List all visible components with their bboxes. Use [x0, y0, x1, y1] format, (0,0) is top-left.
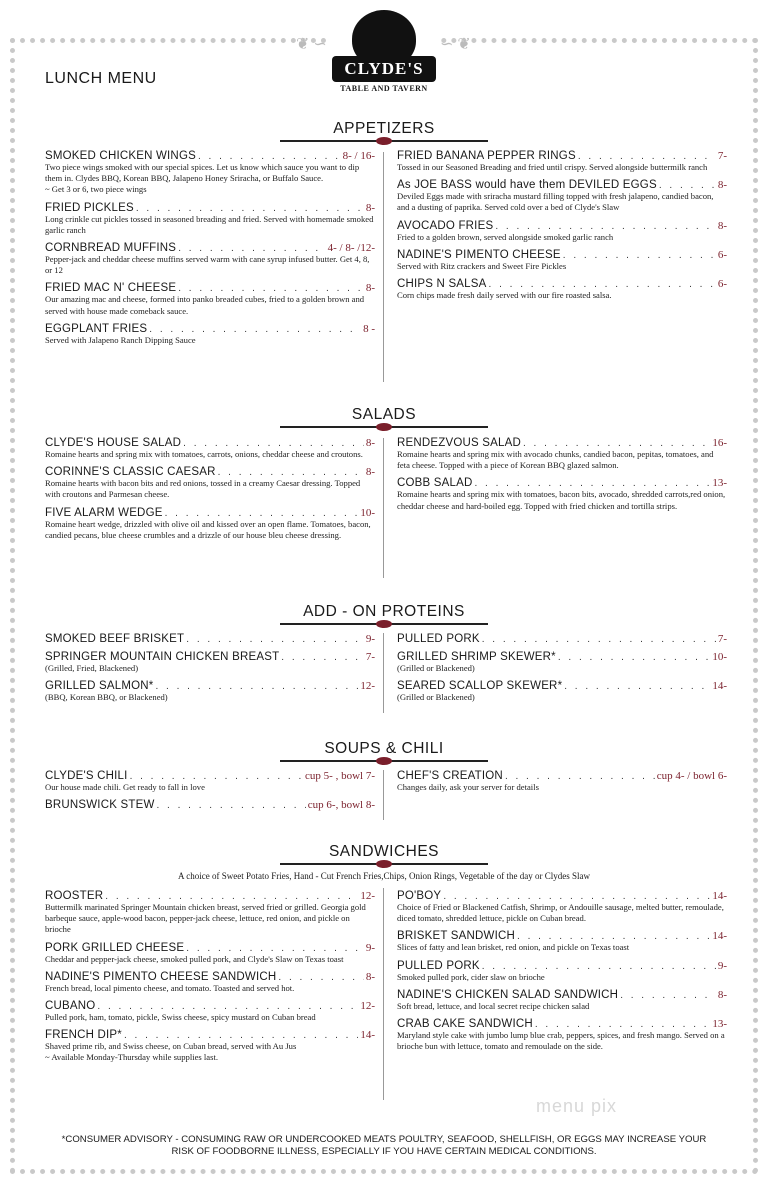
menu-item: [45, 971, 375, 994]
dot-leader: [97, 1001, 358, 1012]
dot-leader: [495, 221, 716, 232]
section-rule: [280, 426, 488, 428]
section-title-salads: SALADS: [351, 406, 417, 423]
menu-item-description: (Grilled or Blackened): [397, 663, 475, 673]
menu-item-name: CLYDE'S CHILI: [45, 770, 128, 782]
menu-item-price: 7-: [717, 150, 727, 162]
section-rule: [280, 863, 488, 865]
menu-item-name: SMOKED BEEF BRISKET: [45, 633, 185, 645]
menu-item-name: SEARED SCALLOP SKEWER*: [397, 680, 563, 693]
menu-item: [397, 930, 727, 953]
menu-item-line: [397, 249, 727, 261]
menu-item-line: [397, 770, 727, 782]
dot-leader: [563, 250, 716, 261]
menu-item-description: Corn chips made fresh daily served with our fire roasted salsa.: [397, 290, 612, 301]
column-divider: [383, 770, 384, 820]
menu-item-description: Tossed in our Seasoned Breading and fried until crispy. Served alongside buttermilk ranch: [397, 162, 708, 172]
menu-item-description: Romaine hearts and spring mix with avocado chunks, candied bacon, pepitas, tomatoes, and feta cheese. Topped with a piece of Korean BBQ glazed salmon.: [397, 449, 714, 471]
menu-item-line: [45, 651, 375, 663]
menu-item-line: [45, 242, 375, 254]
menu-item-line: [45, 680, 375, 692]
menu-item-name: NADINE'S PIMENTO CHEESE SANDWICH: [45, 970, 277, 983]
menu-item-name: EGGPLANT FRIES: [45, 322, 148, 335]
menu-item-description: Served with Ritz crackers and Sweet Fire Pickles: [397, 260, 567, 271]
dot-leader: [136, 203, 364, 214]
menu-item: [45, 150, 375, 196]
menu-item-description: Pepper-jack and cheddar cheese muffins served warm with cane syrup infused butter. Get 4, 8, or 12: [45, 254, 370, 276]
menu-item: [397, 890, 727, 924]
menu-item: [45, 437, 375, 460]
menu-item: [45, 799, 375, 811]
menu-item-description: Changes daily, ask your server for details: [397, 782, 539, 792]
lunch-menu-title: LUNCH MENU: [45, 70, 157, 87]
menu-item-name: PULLED PORK: [397, 959, 480, 972]
menu-item-description: Fried to a golden brown, served alongside smoked garlic ranch: [397, 231, 614, 242]
menu-item: [45, 942, 375, 965]
menu-item-description: Our house made chili. Get ready to fall in love: [45, 782, 205, 792]
menu-item: [45, 633, 375, 645]
menu-item-price: 8-: [717, 219, 727, 232]
menu-item-description: Pulled pork, ham, tomato, pickle, Swiss cheese, spicy mustard on Cuban bread: [45, 1012, 316, 1023]
menu-item: [45, 507, 375, 541]
menu-item-name: GRILLED SALMON*: [45, 680, 154, 693]
menu-item: [45, 202, 375, 236]
menu-item-price: 16-: [712, 437, 727, 449]
menu-item-line: [397, 989, 727, 1001]
menu-item: [397, 680, 727, 703]
column-divider: [383, 152, 384, 382]
section-rule: [280, 140, 488, 142]
menu-item-price: 8-: [717, 179, 727, 192]
menu-item-line: [45, 942, 375, 954]
soups-left-column: [45, 770, 375, 817]
menu-item: [397, 150, 727, 173]
menu-item-name: CRAB CAKE SANDWICH: [397, 1018, 533, 1031]
menu-item-description: Long crinkle cut pickles tossed in seasoned breading and fried. Served with homemade smoked garlic ranch: [45, 213, 374, 235]
dot-leader: [475, 478, 711, 489]
menu-item: [397, 1018, 727, 1052]
menu-item-name: NADINE'S CHICKEN SALAD SANDWICH: [397, 988, 619, 1001]
menu-item: [45, 680, 375, 703]
flourish-left-icon: ❦ ∽: [296, 36, 327, 53]
menu-item-line: [45, 437, 375, 449]
menu-item-price: 8-: [365, 201, 375, 214]
proteins-left-column: [45, 633, 375, 709]
menu-item: [45, 466, 375, 500]
dot-leader: [155, 681, 358, 692]
dot-leader: [186, 943, 364, 954]
dot-leader: [620, 990, 716, 1001]
clydes-logo: [330, 4, 438, 100]
watermark: menu pix: [536, 1096, 618, 1116]
menu-item-price: 12-: [360, 680, 375, 693]
menu-item-price: 8-: [365, 437, 375, 449]
menu-item-description: Maryland style cake with jumbo lump blue crab, peppers, spices, and fresh mango. Served on a brioche bun with lettuce, tomato and remoulade on the side.: [397, 1030, 725, 1052]
menu-item-name: CHEF'S CREATION: [397, 770, 503, 782]
menu-item-line: [397, 651, 727, 663]
dot-leader: [578, 151, 716, 162]
sandwiches-sides-note: A choice of Sweet Potato Fries, Hand - Cut French Fries,Chips, Onion Rings, Vegetable of the day or Clydes Slaw: [177, 871, 591, 881]
dot-leader: [186, 634, 364, 645]
dot-leader: [130, 771, 303, 782]
menu-item: [45, 651, 375, 674]
column-divider: [383, 633, 384, 713]
menu-item: [397, 477, 727, 511]
menu-item-description: Cheddar and pepper-jack cheese, smoked pulled pork, and Clyde's Slaw on Texas toast: [45, 953, 344, 964]
menu-item-line: [45, 150, 375, 162]
menu-item-price: 4- / 8- /12-: [327, 242, 375, 255]
dot-leader: [178, 243, 325, 254]
menu-item-line: [45, 890, 375, 902]
menu-item-price: cup 6-, bowl 8-: [307, 799, 375, 812]
menu-item-line: [397, 960, 727, 972]
menu-item-name: CORINNE'S CLASSIC CAESAR: [45, 466, 216, 479]
menu-item-price: 6-: [717, 248, 727, 261]
column-divider: [383, 438, 384, 578]
flourish-right-icon: ∽ ❦: [440, 36, 471, 53]
logo-subtitle: TABLE AND TAVERN: [340, 84, 428, 93]
menu-item-description: Romaine hearts and spring mix with tomatoes, carrots, onions, cheddar cheese and croutons.: [45, 449, 363, 459]
menu-item-price: 13-: [712, 1018, 727, 1031]
menu-item-price: 9-: [365, 941, 375, 954]
menu-item: [397, 989, 727, 1012]
menu-item-price: 13-: [712, 477, 727, 490]
menu-item-price: 12-: [360, 890, 375, 902]
menu-item-name: FRIED PICKLES: [45, 201, 134, 214]
menu-item-price: 10-: [360, 506, 375, 519]
menu-item: [397, 220, 727, 243]
menu-item-line: [397, 930, 727, 942]
section-title-soups: SOUPS & CHILI: [324, 740, 444, 757]
menu-item-description: Our amazing mac and cheese, formed into panko breaded cubes, fried to a golden brown and served with house made comeback sauce.: [45, 294, 365, 316]
dot-leader: [659, 180, 716, 191]
dot-leader: [482, 961, 716, 972]
dot-leader: [443, 891, 710, 902]
dot-leader: [482, 634, 716, 645]
dot-leader: [489, 279, 716, 290]
dot-leader: [124, 1030, 358, 1041]
dot-leader: [149, 324, 361, 335]
menu-item-name: PO'BOY: [397, 890, 442, 902]
proteins-right-column: [397, 633, 727, 709]
appetizers-right-column: [397, 150, 727, 307]
menu-item-description: Romaine heart wedge, drizzled with olive oil and kissed over an open flame. Tomatoes, bacon, candied pecans, blue cheese crumbles and a drizzle of our house bleu cheese dressing.: [45, 518, 371, 540]
menu-item-name: BRUNSWICK STEW: [45, 799, 155, 812]
menu-item-description: Romaine hearts with bacon bits and red onions, tossed in a creamy Caesar dressing. Topped with croutons and Parmesan cheese.: [45, 478, 361, 500]
menu-item-line: [397, 890, 727, 902]
menu-item-description: Deviled Eggs made with sriracha mustard filling topped with fresh jalapeno, candied bacon, and a dusting of paprika. Served cold over a bed of Clyde's Slaw: [397, 191, 714, 213]
menu-item-price: 14-: [712, 890, 727, 902]
menu-item: [397, 651, 727, 674]
dot-leader: [505, 771, 655, 782]
consumer-advisory-line-1: *CONSUMER ADVISORY - CONSUMING RAW OR UNDERCOOKED MEATS POULTRY, SEAFOOD, SHELLFISH, OR EGGS MAY INCREASE YOUR: [61, 1134, 707, 1145]
menu-item: [397, 770, 727, 793]
dot-leader: [535, 1019, 710, 1030]
menu-item-line: [45, 282, 375, 294]
menu-item-description: (BBQ, Korean BBQ, or Blackened): [45, 692, 168, 703]
menu-item-line: [45, 1029, 375, 1041]
menu-item-price: 10-: [712, 651, 727, 663]
menu-item-price: 8 -: [363, 322, 375, 335]
dot-leader: [105, 891, 358, 902]
menu-item-description: Buttermilk marinated Springer Mountain chicken breast, served fried or grilled. Georgia gold barbeque sauce, apple-wood bacon, pepper-jack cheese, lettuce, red onion, and pickle on brioche: [45, 902, 366, 935]
menu-item-name: FRIED MAC N' CHEESE: [45, 282, 177, 295]
section-rule: [280, 760, 488, 762]
menu-item: [397, 633, 727, 645]
menu-item-price: cup 5- , bowl 7-: [305, 770, 375, 782]
menu-item-name: RENDEZVOUS SALAD: [397, 437, 521, 449]
menu-item: [45, 770, 375, 793]
menu-item-line: [397, 477, 727, 489]
menu-item-line: [45, 466, 375, 478]
menu-item-name: SMOKED CHICKEN WINGS: [45, 150, 196, 162]
dot-leader: [517, 931, 710, 942]
menu-item-price: 7-: [365, 651, 375, 663]
menu-item: [397, 179, 727, 213]
menu-item-price: 14-: [712, 930, 727, 943]
menu-item-description: Romaine hearts and spring mix with tomatoes, bacon bits, avocado, shredded carrots,red onion, cheddar cheese and hard-boiled egg. Topped with fried chicken and tortilla strips.: [397, 489, 726, 511]
menu-item-line: [45, 770, 375, 782]
menu-item-price: 8-: [365, 466, 375, 479]
menu-item-name: As JOE BASS would have them DEVILED EGGS: [397, 179, 657, 192]
dot-leader: [198, 151, 341, 162]
menu-item-line: [397, 633, 727, 645]
dot-leader: [281, 652, 364, 663]
menu-item-price: 8-: [365, 970, 375, 983]
menu-item: [397, 278, 727, 301]
menu-item: [45, 890, 375, 936]
menu-item-name: CHIPS N SALSA: [397, 278, 487, 291]
menu-item-line: [45, 799, 375, 811]
salads-right-column: [397, 437, 727, 518]
column-divider: [383, 888, 384, 1100]
menu-item: [45, 323, 375, 346]
logo-name: CLYDE'S: [332, 56, 436, 82]
menu-item-description: (Grilled or Blackened): [397, 692, 475, 703]
menu-item-line: [45, 323, 375, 335]
dot-leader: [218, 467, 364, 478]
menu-item-name: FIVE ALARM WEDGE: [45, 506, 163, 519]
sandwiches-right-column: [397, 890, 727, 1058]
menu-item-name: FRENCH DIP*: [45, 1029, 122, 1042]
menu-item-price: 12-: [360, 1000, 375, 1013]
menu-item-price: 6-: [717, 278, 727, 291]
menu-item-line: [45, 633, 375, 645]
menu-item-name: CUBANO: [45, 1000, 96, 1013]
dot-leader: [278, 972, 363, 983]
menu-item: [397, 437, 727, 471]
appetizers-left-column: [45, 150, 375, 352]
menu-item-price: 14-: [360, 1029, 375, 1042]
section-title-sandwiches: SANDWICHES: [328, 843, 440, 860]
menu-item: [45, 1000, 375, 1023]
menu-item-price: 8-: [717, 988, 727, 1001]
menu-item-name: GRILLED SHRIMP SKEWER*: [397, 651, 556, 663]
section-title-proteins: ADD - ON PROTEINS: [303, 603, 465, 620]
menu-item-price: 8- / 16-: [342, 150, 375, 162]
menu-item-name: BRISKET SANDWICH: [397, 930, 516, 943]
menu-item-line: [397, 437, 727, 449]
dot-leader: [523, 438, 710, 449]
menu-item: [45, 1029, 375, 1063]
salads-left-column: [45, 437, 375, 547]
consumer-advisory-line-2: RISK OF FOODBORNE ILLNESS, ESPECIALLY IF YOU HAVE CERTAIN MEDICAL CONDITIONS.: [171, 1146, 597, 1157]
menu-item-price: cup 4- / bowl 6-: [656, 770, 727, 782]
menu-item-price: 8-: [365, 282, 375, 295]
menu-item: [397, 960, 727, 983]
menu-item-line: [45, 202, 375, 214]
section-title-appetizers: APPETIZERS: [333, 120, 435, 137]
menu-item-line: [397, 1018, 727, 1030]
menu-item-description: Served with Jalapeno Ranch Dipping Sauce: [45, 334, 196, 345]
menu-item-description: Choice of Fried or Blackened Catfish, Shrimp, or Andouille sausage, melted butter, remoulade, diced tomato, shredded lettuce, pickle on Cuban bread.: [397, 902, 724, 924]
menu-item-description: (Grilled, Fried, Blackened): [45, 663, 139, 673]
menu-item: [397, 249, 727, 272]
menu-item-line: [45, 507, 375, 519]
menu-item-description: Soft bread, lettuce, and local secret recipe chicken salad: [397, 1000, 590, 1011]
menu-item-name: PULLED PORK: [397, 633, 480, 645]
menu-item-price: 14-: [712, 680, 727, 693]
menu-item-name: SPRINGER MOUNTAIN CHICKEN BREAST: [45, 651, 280, 663]
dot-leader: [157, 800, 306, 811]
menu-item-price: 7-: [717, 633, 727, 645]
menu-item: [45, 282, 375, 316]
menu-item: [45, 242, 375, 276]
dot-leader: [165, 508, 359, 519]
menu-item-description: Slices of fatty and lean brisket, red onion, and pickle on Texas toast: [397, 942, 630, 953]
menu-item-line: [45, 971, 375, 983]
dot-leader: [178, 283, 364, 294]
menu-item-price: 9-: [717, 959, 727, 972]
menu-item-description: Shaved prime rib, and Swiss cheese, on Cuban bread, served with Au Jus ~ Available Monday-Thursday while supplies last.: [45, 1041, 297, 1063]
dot-leader: [558, 652, 710, 663]
menu-item-name: NADINE'S PIMENTO CHEESE: [397, 248, 561, 261]
menu-item-name: PORK GRILLED CHEESE: [45, 941, 185, 954]
menu-item-name: COBB SALAD: [397, 477, 473, 490]
dot-leader: [564, 681, 710, 692]
menu-item-line: [397, 179, 727, 191]
sandwiches-left-column: [45, 890, 375, 1070]
menu-item-line: [45, 1000, 375, 1012]
menu-item-description: French bread, local pimento cheese, and tomato. Toasted and served hot.: [45, 982, 295, 993]
soups-right-column: [397, 770, 727, 799]
menu-item-description: Two piece wings smoked with our special spices. Let us know which sauce you want to dip them in. Clydes BBQ, Korean BBQ, Jalapeno Honey Sriracha, or Buffalo Sauce. ~ Get 3 or 6, two piece wings: [45, 162, 360, 195]
menu-item-price: 9-: [365, 633, 375, 645]
menu-item-line: [397, 150, 727, 162]
section-rule: [280, 623, 488, 625]
menu-item-name: AVOCADO FRIES: [397, 219, 494, 232]
menu-item-line: [397, 220, 727, 232]
menu-item-name: CLYDE'S HOUSE SALAD: [45, 437, 182, 449]
menu-item-line: [397, 278, 727, 290]
menu-item-name: ROOSTER: [45, 890, 104, 902]
menu-item-description: Smoked pulled pork, cider slaw on brioche: [397, 971, 545, 982]
menu-item-line: [397, 680, 727, 692]
menu-item-name: FRIED BANANA PEPPER RINGS: [397, 150, 576, 162]
menu-item-name: CORNBREAD MUFFINS: [45, 242, 177, 255]
dot-leader: [183, 438, 364, 449]
